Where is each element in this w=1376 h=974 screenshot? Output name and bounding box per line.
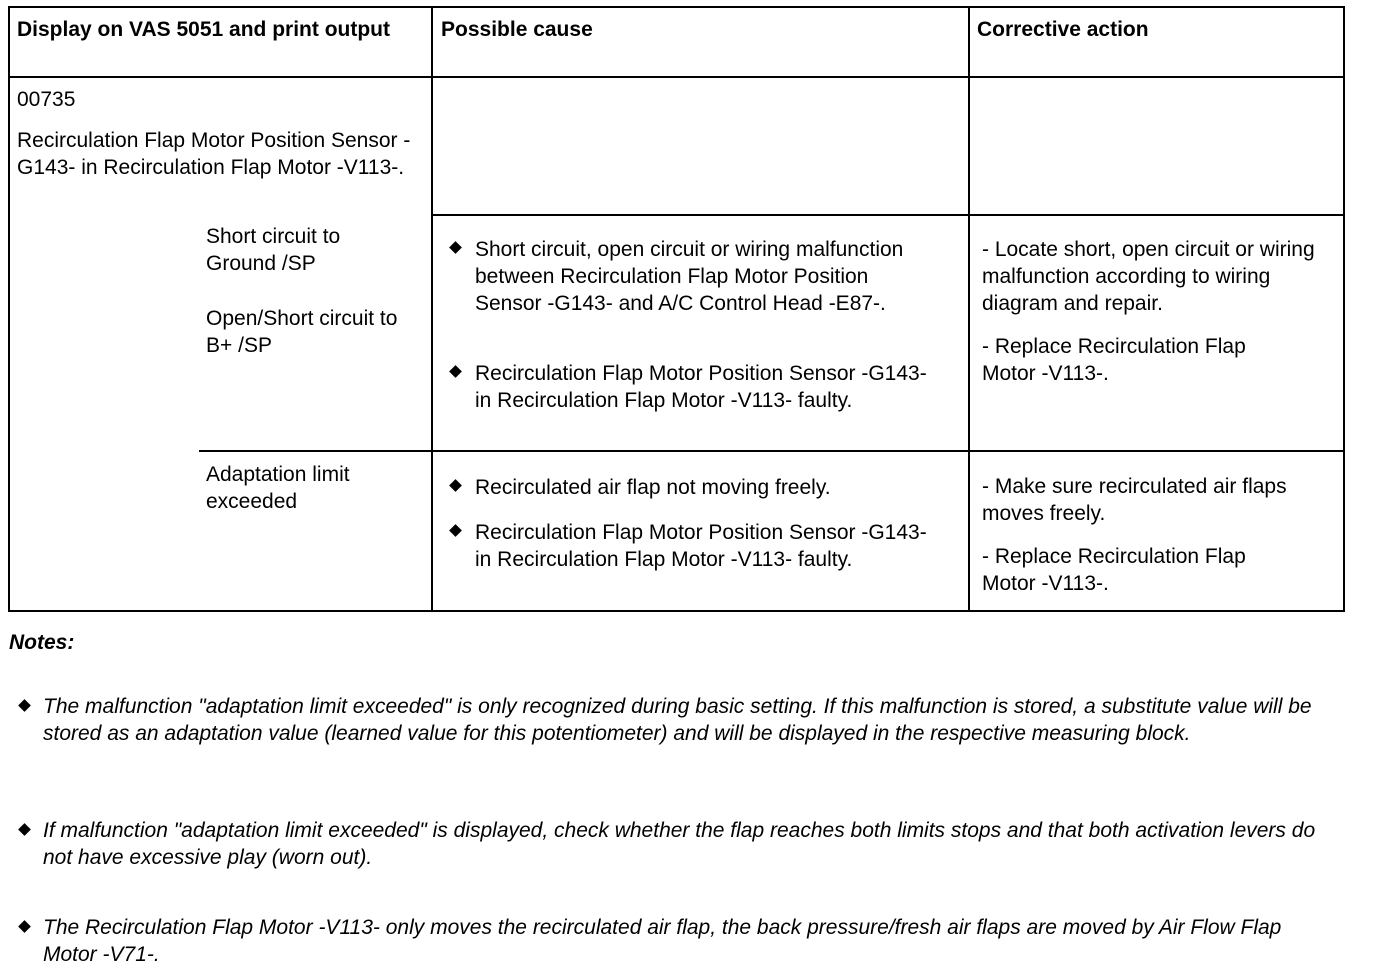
row-divider-2: [199, 450, 1345, 452]
fault-code: 00735: [17, 88, 76, 111]
cause-sensor-faulty: Recirculation Flap Motor Position Sensor -G143- in Recirculation Flap Motor -V113- faulty.: [475, 362, 927, 412]
column-divider-2: [968, 6, 970, 612]
note-item: If malfunction "adaptation limit exceeded" is displayed, check whether the flap reaches both limits stops and that both activation levers do not have excessive play (worn out).: [43, 819, 1316, 869]
bullet-icon: [449, 365, 462, 378]
cause-flap-not-moving: Recirculated air flap not moving freely.: [475, 476, 831, 499]
header-cause: Possible cause: [441, 18, 593, 41]
note-item: The malfunction "adaptation limit exceeded" is only recognized during basic setting. If this malfunction is stored, a substitute value will be stored as an adaptation value (learned value for this potentiometer) and will be displayed in the respective measuring block.: [43, 695, 1312, 745]
table-border-right: [1343, 6, 1345, 612]
cause-sensor-faulty-2: Recirculation Flap Motor Position Sensor -G143- in Recirculation Flap Motor -V113- faulty.: [475, 521, 927, 571]
bullet-icon: [449, 479, 462, 492]
table-border-top: [8, 6, 1345, 8]
action-replace-motor-2: - Replace Recirculation Flap Motor -V113-.: [982, 545, 1246, 595]
action-replace-motor: - Replace Recirculation Flap Motor -V113-.: [982, 335, 1246, 385]
row-divider-1: [431, 214, 1345, 216]
action-locate-short: - Locate short, open circuit or wiring malfunction according to wiring diagram and repair.: [982, 238, 1315, 315]
table-border-bottom: [8, 610, 1345, 612]
bullet-icon: [449, 524, 462, 537]
component-name: Recirculation Flap Motor Position Sensor -G143- in Recirculation Flap Motor -V113-.: [17, 129, 411, 179]
condition-short-ground: Short circuit to Ground /SP: [206, 225, 341, 275]
action-check-flaps: - Make sure recirculated air flaps moves freely.: [982, 475, 1287, 525]
cause-wiring-malfunction: Short circuit, open circuit or wiring malfunction between Recirculation Flap Motor Position Sensor -G143- and A/C Control Head -E87-.: [475, 238, 904, 315]
table-border-left: [8, 6, 10, 612]
header-divider: [8, 76, 1345, 78]
header-display: Display on VAS 5051 and print output: [17, 18, 390, 41]
column-divider-1: [431, 6, 433, 612]
note-item: The Recirculation Flap Motor -V113- only moves the recirculated air flap, the back pressure/fresh air flaps are moved by Air Flow Flap Motor -V71-.: [43, 916, 1282, 966]
notes-title: Notes:: [9, 631, 75, 654]
bullet-icon: [449, 241, 462, 254]
header-action: Corrective action: [977, 18, 1149, 41]
condition-adaptation-limit: Adaptation limit exceeded: [206, 463, 350, 513]
condition-open-short-b: Open/Short circuit to B+ /SP: [206, 307, 398, 357]
